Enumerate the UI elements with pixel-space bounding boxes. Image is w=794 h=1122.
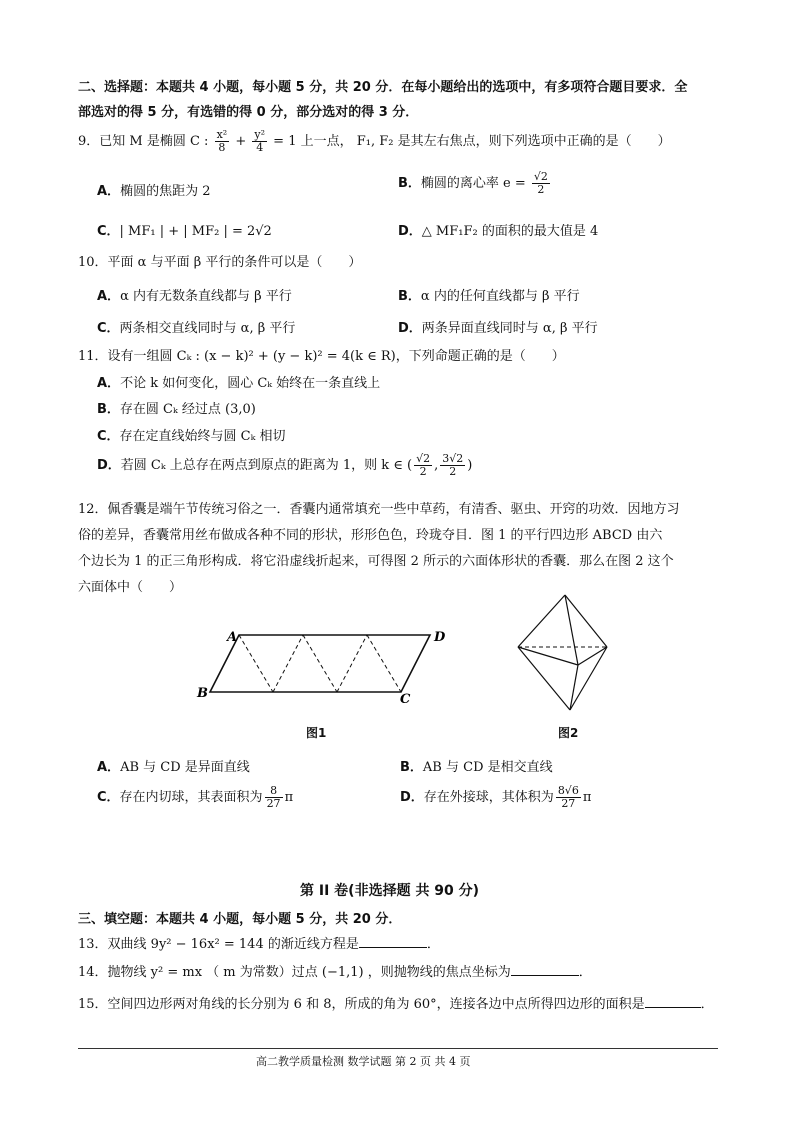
q9-option-d: D．△ MF₁F₂ 的面积的最大值是 4 [398,224,599,239]
question-9-stem [78,128,671,156]
fig1-label-d: D [434,630,446,645]
q10-option-a: A．α 内有无数条直线都与 β 平行 [97,289,292,304]
q9-plus: + [235,134,247,149]
q12-option-a: A．AB 与 CD 是异面直线 [97,760,250,775]
question-15: 15．空间四边形两对角线的长分别为 6 和 8，所成的角为 60°，连接各边中点所得四边形的面积是 ． [78,997,714,1012]
figure-1-caption: 图1 [306,726,327,740]
q11-option-b: B．存在圆 Cₖ 经过点 (3,0) [97,402,256,417]
q9-option-a: A．椭圆的焦距为 2 [97,184,211,199]
q14-answer-blank[interactable] [511,963,579,976]
question-12-line3: 个边长为 1 的正三角形构成．将它沿虚线折起来，可得图 2 所示的六面体形状的香囊．那么在图 2 这个 [78,554,674,569]
section-3-heading: 三、填空题：本题共 4 小题，每小题 5 分，共 20 分． [78,912,402,927]
q12-option-b: B．AB 与 CD 是相交直线 [400,760,553,775]
q9-fraction-y: $\frac{\text{y²}}{4}$ [254,127,266,154]
page-footer: 高二教学质量检测 数学试题 第 2 页 共 4 页 [256,1055,471,1068]
figure-2-caption: 图2 [558,726,579,740]
q13-answer-blank[interactable] [359,935,427,948]
q12-option-c: C．存在内切球，其表面积为 $\frac{8}{27}$ π [97,783,294,810]
q15-answer-blank[interactable] [645,995,701,1008]
q9-b-fraction: $\frac{√2}{2}$ [533,169,548,196]
question-12-line1: 12．佩香囊是端午节传统习俗之一．香囊内通常填充一些中草药，有清香、驱虫、开窍的功效．因地方习 [78,502,680,517]
question-14: 14．抛物线 y² = mx （ m 为常数）过点 (−1,1) ，则抛物线的焦点坐标为 ． [78,965,592,980]
q9-fraction-x: $\frac{\text{x²}}{8}$ [216,127,228,154]
q9-stem-post: = 1 上一点， F₁, F₂ 是其左右焦点，则下列选项中正确的是（ ） [273,134,671,149]
q10-option-d: D．两条异面直线同时与 α, β 平行 [398,321,598,336]
q12-option-d: D．存在外接球，其体积为 $\frac{8√6}{27}$ π [400,783,592,810]
question-11-stem: 11．设有一组圆 Cₖ : (x − k)² + (y − k)² = 4(k ∈ R)，下列命题正确的是（ ） [78,349,565,364]
fig1-label-c: C [400,692,411,707]
part-2-title: 第 II 卷(非选择题 共 90 分) [300,883,480,899]
q11-option-a: A．不论 k 如何变化，圆心 Cₖ 始终在一条直线上 [97,376,381,391]
question-13: 13．双曲线 9y² − 16x² = 144 的渐近线方程是 ． [78,937,440,952]
figure-2-hexahedron [510,590,620,720]
question-12-line2: 俗的差异，香囊常用丝布做成各种不同的形状，形形色色，玲珑夺目．图 1 的平行四边形 ABCD 由六 [78,528,663,543]
fig1-label-a: A [227,630,238,645]
q9-option-b: B．椭圆的离心率 e = $\frac{√2}{2}$ [398,169,548,196]
q11-option-d: D．若圆 Cₖ 上总存在两点到原点的距离为 1，则 k ∈ ( $\frac{√2}{2}$ , $\frac{3√2}{2}$ ) [97,451,473,478]
section-2-heading-line2: 部选对的得 5 分，有选错的得 0 分，部分选对的得 3 分． [78,105,419,120]
q10-option-c: C．两条相交直线同时与 α, β 平行 [97,321,296,336]
q9-stem-pre: 9．已知 M 是椭圆 C : [78,134,209,149]
question-10-stem: 10．平面 α 与平面 β 平行的条件可以是（ ） [78,255,362,270]
question-12-line4: 六面体中（ ） [78,580,183,595]
q10-option-b: B．α 内的任何直线都与 β 平行 [398,289,580,304]
q9-option-c: C．| MF₁ | + | MF₂ | = 2√2 [97,224,272,239]
fig1-label-b: B [197,686,208,701]
section-2-heading-line1: 二、选择题：本题共 4 小题，每小题 5 分，共 20 分．在每小题给出的选项中，有多项符合题目要求．全 [78,80,688,95]
figure-1-parallelogram [190,625,450,710]
footer-divider [78,1048,718,1049]
q11-option-c: C．存在定直线始终与圆 Cₖ 相切 [97,429,286,444]
